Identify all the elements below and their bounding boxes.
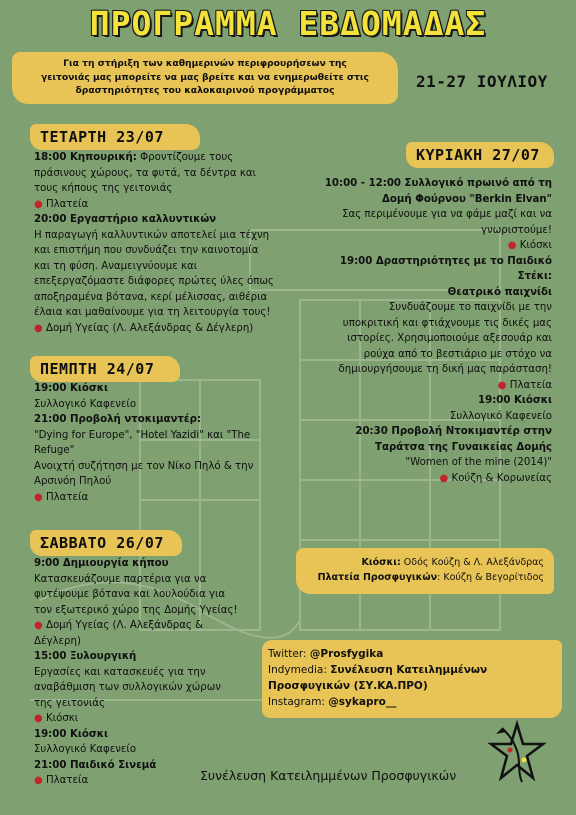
event-title: Δομή Φούρνου "Berkin Elvan": [382, 193, 552, 205]
event-text: και επιστήμη που συνδυάζει την καινοτομία: [34, 245, 259, 256]
event-title: 10:00 - 12:00 Συλλογικό πρωινό από τη: [324, 178, 552, 189]
location-label: Πλατεία Προσφυγικών: [317, 572, 438, 583]
event-text: της γειτονιάς: [34, 697, 105, 709]
day-saturday: ΣΑΒΒΑΤΟ 26/07: [30, 530, 182, 556]
event-text: Ανοιχτή συζήτηση με τον Νίκο Πηλό & την: [34, 460, 254, 472]
map-pin-icon: ●: [34, 775, 43, 786]
date-range: 21-27 ΙΟΥΛΙΟΥ: [416, 72, 548, 91]
map-pin-icon: ●: [497, 379, 507, 391]
event-place: Πλατεία: [45, 775, 89, 786]
event-place: Δέγλερη): [34, 635, 81, 647]
intro-line: δραστηριότητες του καλοκαιρινού προγράμματος: [75, 85, 335, 96]
social-label: Instagram:: [268, 696, 329, 708]
event-place: Κιόσκι: [519, 240, 552, 251]
event-text: Refuge": [34, 445, 75, 456]
event-text: γνωριστούμε!: [481, 224, 552, 236]
event-text: Η παραγωγή καλλυντικών αποτελεί μια τέχνη: [34, 229, 270, 241]
event-text: αναβάθμιση των συλλογικών χώρων: [34, 682, 221, 693]
event-text: τον εξωτερικό χώρο της Δομής Υγείας!: [34, 604, 238, 616]
event-place: Πλατεία: [509, 379, 552, 391]
location-label: Κιόσκι:: [361, 557, 401, 568]
saturday-events: [34, 556, 274, 789]
social-label: Twitter:: [268, 648, 310, 660]
indymedia-link[interactable]: Προσφυγικών (ΣΥ.ΚΑ.ΠΡΟ): [268, 680, 428, 692]
day-thursday: ΠΕΜΠΤΗ 24/07: [30, 356, 180, 382]
event-text: έλαια και μαθαίνουμε για τη λειτουργία τους!: [34, 307, 271, 318]
event-title: Στέκι:: [517, 271, 552, 282]
intro-box: [12, 52, 398, 104]
event-place: Δομή Υγείας (Λ. Αλεξάνδρας &: [45, 620, 204, 631]
event-text: Φροντίζουμε τους: [136, 152, 234, 163]
twitter-link[interactable]: @Prosfygika: [309, 648, 384, 660]
event-text: πράσινους χώρους, τα φυτά, τα δέντρα και: [34, 167, 256, 179]
sunday-events: [300, 176, 552, 486]
event-text: τους κήπους της γειτονιάς: [34, 183, 173, 194]
event-text: υποκριτική και φτιάχνουμε τις δικές μας: [342, 317, 552, 329]
event-place: Πλατεία: [45, 491, 89, 503]
event-text: φυτέψουμε βότανα και λουλούδια για: [34, 589, 226, 600]
event-title: 19:00 Κιόσκι: [34, 728, 108, 740]
event-title: 21:00 Παιδικό Σινεμά: [34, 759, 157, 771]
instagram-link[interactable]: @sykapro__: [328, 696, 397, 708]
intro-line: Για τη στήριξη των καθημερινών περιφρουρήσεων της: [63, 58, 347, 69]
event-place: Κούζη & Κορωνείας: [451, 472, 552, 484]
event-text: δημιουργήσουμε τη δική μας παράσταση!: [338, 364, 552, 375]
day-sunday: ΚΥΡΙΑΚΗ 27/07: [406, 142, 554, 168]
wednesday-events: [34, 150, 302, 336]
event-text: Εργασίες και κατασκευές για την: [34, 666, 206, 678]
map-pin-icon: ●: [34, 491, 43, 503]
social-label: Indymedia:: [268, 664, 331, 676]
map-pin-icon: ●: [34, 620, 43, 631]
event-title: 20:30 Προβολή Ντοκιμαντέρ στην: [355, 426, 552, 437]
event-text: Συλλογικό Καφενείο: [449, 410, 552, 422]
event-text: Συλλογικό Καφενείο: [34, 744, 137, 755]
thursday-events: [34, 381, 294, 505]
event-title: 20:00 Εργαστήριο καλλυντικών: [34, 214, 217, 225]
event-subtitle: Θεατρικό παιχνίδι: [447, 286, 552, 298]
event-place: Κιόσκι: [45, 713, 79, 724]
event-title: 9:00 Δημιουργία κήπου: [34, 558, 169, 569]
event-text: ρούχα από το βεστιάριο με στόχο να: [363, 348, 552, 360]
event-text: αποξηραμένα βότανα, κερί μέλισσας, αιθέρια: [34, 291, 268, 303]
locations-box: [296, 548, 554, 594]
day-wednesday: ΤΕΤΑΡΤΗ 23/07: [30, 124, 200, 150]
map-pin-icon: ●: [34, 713, 43, 724]
event-title: 19:00 Δραστηριότητες με το Παιδικό: [339, 255, 552, 267]
event-title: 19:00 Κιόσκι: [478, 395, 552, 406]
event-title: 21:00 Προβολή ντοκιμαντέρ:: [34, 414, 201, 425]
footer-text: Συνέλευση Κατειλημμένων Προσφυγικών: [200, 768, 457, 783]
map-pin-icon: ●: [34, 198, 43, 210]
page-title: ΠΡΟΓΡΑΜΜΑ ΕΒΔΟΜΑΔΑΣ: [89, 4, 487, 43]
event-text: Κατασκευάζουμε παρτέρια για να: [34, 573, 207, 585]
location-value: : Κούζη & Βεγορίτιδος: [437, 572, 544, 583]
star-logo-icon: [488, 720, 546, 786]
event-text: ιστορίες. Χρησιμοποιούμε αξεσουάρ και: [347, 333, 552, 344]
intro-line: γειτονιάς μας μπορείτε να μας βρείτε και να ενημερωθείτε στις: [41, 71, 369, 83]
event-text: "Dying for Europe", "Hotel Yazidi" και "The: [34, 429, 251, 441]
event-text: Συνδυάζουμε το παιχνίδι με την: [388, 302, 552, 313]
location-value: Οδός Κούζη & Λ. Αλεξάνδρας: [400, 557, 544, 568]
map-pin-icon: ●: [439, 472, 449, 484]
social-box: [262, 640, 562, 718]
event-title: 19:00 Κιόσκι: [34, 383, 108, 394]
event-text: και τη φύση. Αναμειγνύουμε και: [34, 260, 198, 272]
event-place: Πλατεία: [45, 198, 89, 210]
map-pin-icon: ●: [34, 322, 43, 334]
event-text: "Women of the mine (2014)": [405, 457, 552, 468]
map-pin-icon: ●: [507, 240, 517, 251]
event-text: επεξεργαζόμαστε διάφορες πρώτες ύλες όπως: [34, 276, 274, 287]
event-text: Συλλογικό Καφενείο: [34, 398, 137, 410]
indymedia-link[interactable]: Συνέλευση Κατειλημμένων: [330, 664, 488, 676]
event-text: Αρσινόη Πηλού: [34, 476, 112, 487]
event-title: 15:00 Ξυλουργική: [34, 651, 137, 662]
event-text: Σας περιμένουμε για να φάμε μαζί και να: [342, 209, 552, 220]
event-place: Δομή Υγείας (Λ. Αλεξάνδρας & Δέγλερη): [45, 322, 254, 334]
event-title: Ταράτσα της Γυναικείας Δομής: [375, 441, 552, 453]
event-title: 18:00 Κηπουρική:: [34, 152, 137, 163]
